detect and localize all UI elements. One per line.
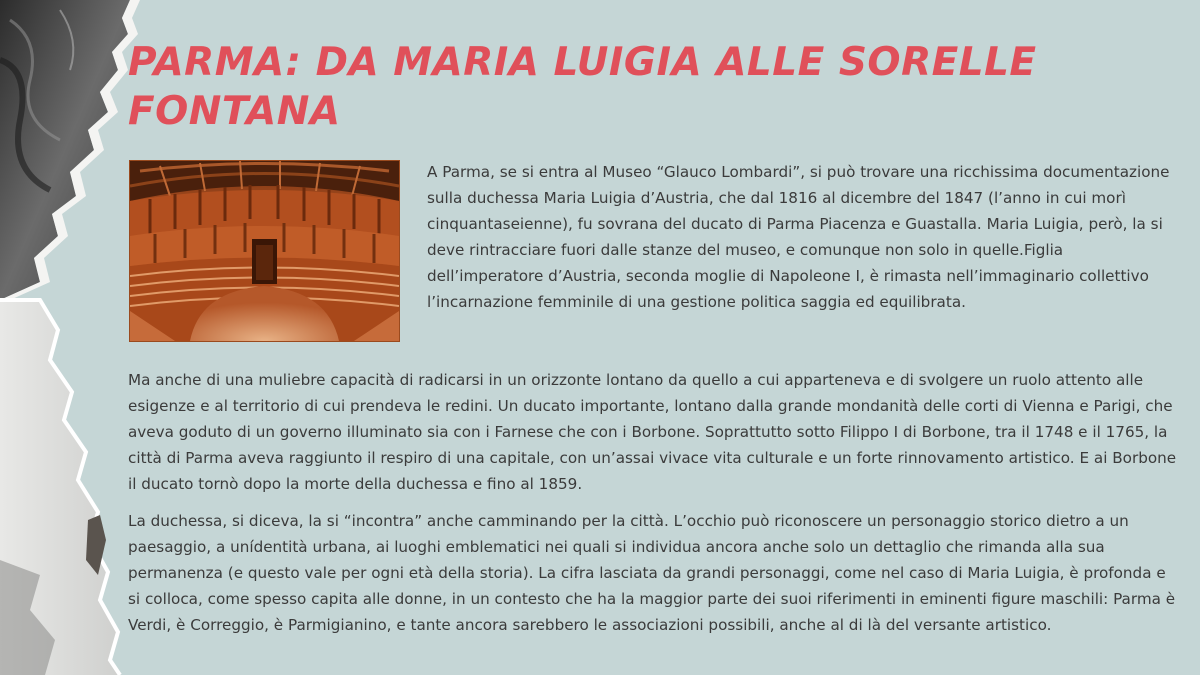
second-paragraph: Ma anche di una muliebre capacità di radicarsi in un orizzonte lontano da quello a cui apparteneva e di svolgere un ruolo attento alle esigenze e al territorio di cui prendeva le redini. Un ducato importante, lontano dalla grande mondanità delle corti di Vienna e Parigi, che aveva goduto di un governo illuminato sia con i Farnese che con i Borbone. Soprattutto sotto Filippo I di Borbone, tra il 1748 e il 1765, la città di Parma aveva raggiunto il respiro di una capitale, con un’assai vivace vita culturale e un forte rinnovamento artistico. E ai Borbone il ducato tornò dopo la morte della duchessa e fino al 1859. <box>128 371 1177 493</box>
intro-paragraph: A Parma, se si entra al Museo “Glauco Lombardi”, si può trovare una ricchissima documentazione sulla duchessa Maria Luigia d’Austria, che dal 1816 al dicembre del 1847 (l’anno in cui morì cinquantaseienne), fu sovrana del ducato di Parma Piacenza e Guastalla. Maria Luigia, però, la si deve rintracciare fuori dalle stanze del museo, e comunque non solo in quelle.Figlia dell’imperatore d’Austria, seconda moglie di Napoleone I, è rimasta nell’immaginario collettivo l’incarnazione femminile di una gestione politica saggia ed equilibrata. <box>427 163 1170 311</box>
slide-title: PARMA: DA MARIA LUIGIA ALLE SORELLE FONTANA <box>128 40 1037 134</box>
theatre-photo <box>129 160 400 342</box>
third-paragraph: La duchessa, si diceva, la si “incontra” anche camminando per la città. L’occhio può riconoscere un personaggio storico dietro a un paesaggio, a unídentità urbana, ai luoghi emblematici nei quali si individua ancora anche solo un dettaglio che rimanda alla sua permanenza (e questo vale per ogni età della storia). La cifra lasciata da grandi personaggi, come nel caso di Maria Luigia, è profonda e si colloca, come spesso capita alle donne, in un contesto che ha la maggior parte dei suoi riferimenti in eminenti figure maschili: Parma è Verdi, è Correggio, è Parmigianino, e tante ancora sarebbero le associazioni possibili, anche al di là del versante artistico. <box>128 512 1176 634</box>
